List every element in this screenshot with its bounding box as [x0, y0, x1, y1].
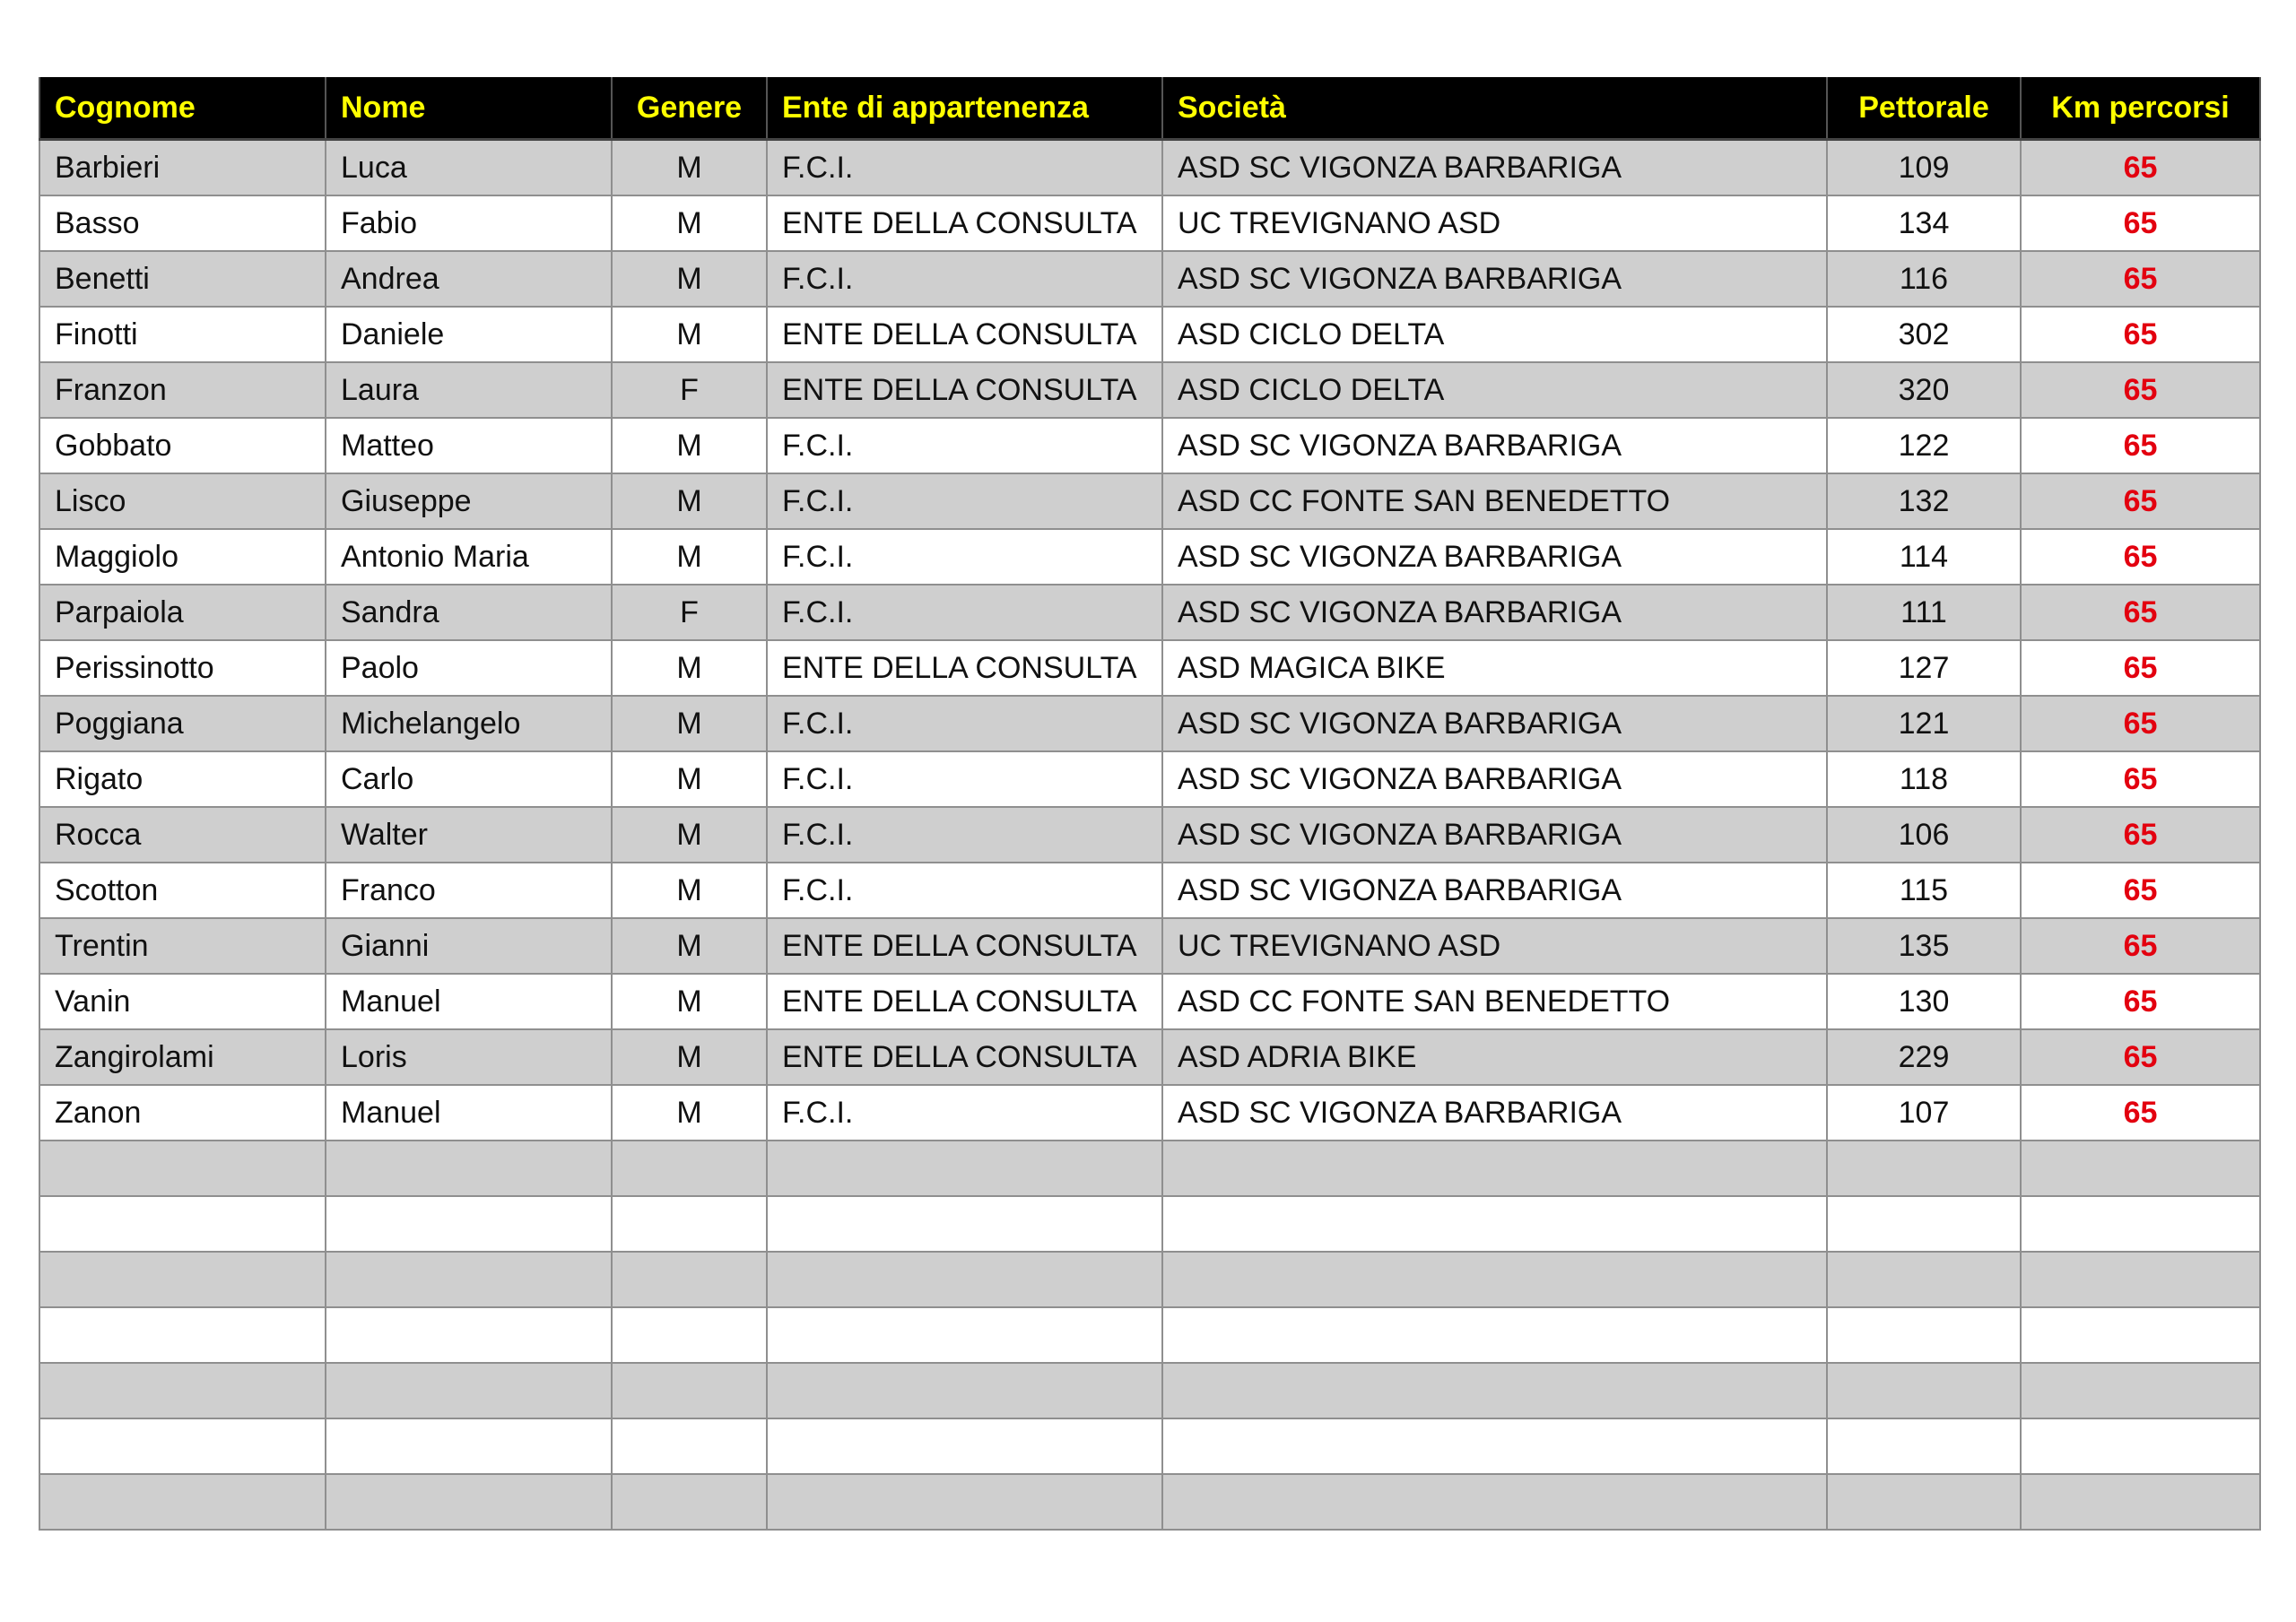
cell-cognome: Maggiolo [39, 529, 326, 585]
cell-pettorale [1827, 1474, 2021, 1530]
cell-pettorale: 135 [1827, 918, 2021, 974]
cell-km [2021, 1474, 2260, 1530]
cell-ente: ENTE DELLA CONSULTA [767, 918, 1162, 974]
cell-cognome: Basso [39, 195, 326, 251]
cell-km: 65 [2021, 585, 2260, 640]
cell-societa: ASD SC VIGONZA BARBARIGA [1162, 696, 1827, 751]
table-row [39, 640, 2260, 696]
cell-ente: F.C.I. [767, 418, 1162, 473]
cell-km [2021, 1363, 2260, 1418]
cell-genere: M [612, 529, 767, 585]
cell-pettorale: 134 [1827, 195, 2021, 251]
cell-cognome: Benetti [39, 251, 326, 307]
table-row [39, 1363, 2260, 1418]
table-row [39, 1141, 2260, 1196]
cell-nome: Laura [326, 362, 612, 418]
cell-nome: Carlo [326, 751, 612, 807]
results-sheet [39, 77, 2259, 1531]
cell-ente: ENTE DELLA CONSULTA [767, 307, 1162, 362]
cell-ente: F.C.I. [767, 473, 1162, 529]
cell-nome: Antonio Maria [326, 529, 612, 585]
cell-km [2021, 1252, 2260, 1307]
cell-km [2021, 1418, 2260, 1474]
cell-societa [1162, 1363, 1827, 1418]
cell-pettorale: 229 [1827, 1029, 2021, 1085]
cell-cognome [39, 1141, 326, 1196]
cell-genere: M [612, 751, 767, 807]
cell-km: 65 [2021, 362, 2260, 418]
cell-km: 65 [2021, 751, 2260, 807]
cell-pettorale: 121 [1827, 696, 2021, 751]
cell-genere [612, 1141, 767, 1196]
cell-nome: Giuseppe [326, 473, 612, 529]
cell-genere: M [612, 696, 767, 751]
cell-ente: ENTE DELLA CONSULTA [767, 640, 1162, 696]
cell-genere [612, 1363, 767, 1418]
cell-cognome: Trentin [39, 918, 326, 974]
cell-cognome: Zangirolami [39, 1029, 326, 1085]
table-row [39, 751, 2260, 807]
cell-km: 65 [2021, 863, 2260, 918]
cell-km: 65 [2021, 1029, 2260, 1085]
cell-nome: Luca [326, 140, 612, 196]
cell-ente: F.C.I. [767, 529, 1162, 585]
cell-societa: ASD SC VIGONZA BARBARIGA [1162, 140, 1827, 196]
cell-societa [1162, 1307, 1827, 1363]
cell-ente: F.C.I. [767, 863, 1162, 918]
cell-km: 65 [2021, 640, 2260, 696]
cell-km: 65 [2021, 807, 2260, 863]
cell-nome: Paolo [326, 640, 612, 696]
cell-cognome: Poggiana [39, 696, 326, 751]
cell-km: 65 [2021, 1085, 2260, 1141]
cell-ente: F.C.I. [767, 140, 1162, 196]
cell-societa: ASD SC VIGONZA BARBARIGA [1162, 585, 1827, 640]
cell-societa: UC TREVIGNANO ASD [1162, 195, 1827, 251]
table-row [39, 918, 2260, 974]
table-row [39, 1252, 2260, 1307]
cell-cognome: Finotti [39, 307, 326, 362]
cell-ente: F.C.I. [767, 696, 1162, 751]
cell-pettorale: 302 [1827, 307, 2021, 362]
cell-pettorale: 118 [1827, 751, 2021, 807]
cell-genere: M [612, 1085, 767, 1141]
cell-nome: Gianni [326, 918, 612, 974]
cell-genere: M [612, 251, 767, 307]
cell-societa: ASD MAGICA BIKE [1162, 640, 1827, 696]
cell-km: 65 [2021, 140, 2260, 196]
cell-pettorale [1827, 1141, 2021, 1196]
cell-societa: ASD SC VIGONZA BARBARIGA [1162, 251, 1827, 307]
participants-table [39, 77, 2261, 1531]
cell-nome [326, 1252, 612, 1307]
cell-pettorale [1827, 1363, 2021, 1418]
cell-pettorale: 127 [1827, 640, 2021, 696]
cell-nome: Manuel [326, 1085, 612, 1141]
cell-nome: Loris [326, 1029, 612, 1085]
cell-nome: Fabio [326, 195, 612, 251]
cell-cognome: Rigato [39, 751, 326, 807]
cell-pettorale: 320 [1827, 362, 2021, 418]
cell-cognome: Perissinotto [39, 640, 326, 696]
cell-societa: ASD CICLO DELTA [1162, 307, 1827, 362]
cell-ente: F.C.I. [767, 585, 1162, 640]
cell-pettorale: 109 [1827, 140, 2021, 196]
cell-km: 65 [2021, 307, 2260, 362]
cell-cognome: Gobbato [39, 418, 326, 473]
header-nome: Nome [326, 77, 612, 140]
cell-nome: Franco [326, 863, 612, 918]
cell-genere: M [612, 140, 767, 196]
cell-cognome: Vanin [39, 974, 326, 1029]
cell-pettorale: 122 [1827, 418, 2021, 473]
cell-pettorale: 114 [1827, 529, 2021, 585]
cell-nome: Andrea [326, 251, 612, 307]
cell-ente: ENTE DELLA CONSULTA [767, 1029, 1162, 1085]
cell-pettorale: 115 [1827, 863, 2021, 918]
cell-cognome: Lisco [39, 473, 326, 529]
cell-genere: M [612, 307, 767, 362]
cell-km: 65 [2021, 918, 2260, 974]
cell-genere: M [612, 807, 767, 863]
cell-genere: M [612, 863, 767, 918]
cell-genere: F [612, 362, 767, 418]
table-row [39, 473, 2260, 529]
cell-cognome: Parpaiola [39, 585, 326, 640]
cell-cognome: Barbieri [39, 140, 326, 196]
cell-ente: F.C.I. [767, 751, 1162, 807]
cell-km: 65 [2021, 195, 2260, 251]
table-row [39, 362, 2260, 418]
cell-societa: ASD CC FONTE SAN BENEDETTO [1162, 473, 1827, 529]
cell-genere: F [612, 585, 767, 640]
cell-cognome: Rocca [39, 807, 326, 863]
cell-ente [767, 1418, 1162, 1474]
cell-pettorale: 107 [1827, 1085, 2021, 1141]
cell-pettorale [1827, 1196, 2021, 1252]
cell-ente: ENTE DELLA CONSULTA [767, 974, 1162, 1029]
cell-genere [612, 1307, 767, 1363]
cell-cognome [39, 1196, 326, 1252]
header-cognome: Cognome [39, 77, 326, 140]
cell-km [2021, 1196, 2260, 1252]
cell-genere: M [612, 640, 767, 696]
cell-genere [612, 1418, 767, 1474]
cell-cognome: Scotton [39, 863, 326, 918]
cell-km: 65 [2021, 529, 2260, 585]
cell-km: 65 [2021, 473, 2260, 529]
cell-km [2021, 1141, 2260, 1196]
cell-societa: ASD SC VIGONZA BARBARIGA [1162, 529, 1827, 585]
cell-cognome [39, 1418, 326, 1474]
table-row [39, 974, 2260, 1029]
table-row [39, 1196, 2260, 1252]
cell-societa: ASD SC VIGONZA BARBARIGA [1162, 1085, 1827, 1141]
header-pettorale: Pettorale [1827, 77, 2021, 140]
cell-cognome [39, 1307, 326, 1363]
cell-societa: ASD SC VIGONZA BARBARIGA [1162, 418, 1827, 473]
cell-nome: Walter [326, 807, 612, 863]
cell-societa: ASD SC VIGONZA BARBARIGA [1162, 863, 1827, 918]
header-ente: Ente di appartenenza [767, 77, 1162, 140]
cell-pettorale: 116 [1827, 251, 2021, 307]
cell-cognome: Franzon [39, 362, 326, 418]
cell-genere: M [612, 918, 767, 974]
header-row [39, 77, 2260, 140]
table-row [39, 195, 2260, 251]
table-row [39, 1307, 2260, 1363]
cell-nome: Michelangelo [326, 696, 612, 751]
cell-ente [767, 1141, 1162, 1196]
cell-km: 65 [2021, 696, 2260, 751]
cell-nome [326, 1307, 612, 1363]
cell-genere: M [612, 195, 767, 251]
table-row [39, 307, 2260, 362]
cell-societa [1162, 1474, 1827, 1530]
table-row [39, 529, 2260, 585]
cell-societa: ASD SC VIGONZA BARBARIGA [1162, 807, 1827, 863]
cell-nome: Matteo [326, 418, 612, 473]
cell-ente [767, 1307, 1162, 1363]
table-row [39, 1029, 2260, 1085]
cell-pettorale: 132 [1827, 473, 2021, 529]
cell-genere: M [612, 473, 767, 529]
cell-ente [767, 1252, 1162, 1307]
cell-ente: F.C.I. [767, 251, 1162, 307]
cell-pettorale [1827, 1307, 2021, 1363]
cell-societa: ASD CICLO DELTA [1162, 362, 1827, 418]
cell-ente: F.C.I. [767, 1085, 1162, 1141]
cell-cognome [39, 1252, 326, 1307]
cell-cognome [39, 1474, 326, 1530]
cell-societa: ASD SC VIGONZA BARBARIGA [1162, 751, 1827, 807]
cell-genere [612, 1474, 767, 1530]
cell-societa: UC TREVIGNANO ASD [1162, 918, 1827, 974]
cell-societa [1162, 1196, 1827, 1252]
cell-km [2021, 1307, 2260, 1363]
cell-km: 65 [2021, 974, 2260, 1029]
cell-genere [612, 1252, 767, 1307]
cell-pettorale: 130 [1827, 974, 2021, 1029]
cell-societa [1162, 1141, 1827, 1196]
cell-ente [767, 1474, 1162, 1530]
table-row [39, 418, 2260, 473]
table-row [39, 696, 2260, 751]
cell-nome [326, 1418, 612, 1474]
cell-genere: M [612, 1029, 767, 1085]
cell-ente: F.C.I. [767, 807, 1162, 863]
table-row [39, 1474, 2260, 1530]
cell-nome [326, 1196, 612, 1252]
header-societa: Società [1162, 77, 1827, 140]
table-body [39, 140, 2260, 1531]
cell-societa: ASD CC FONTE SAN BENEDETTO [1162, 974, 1827, 1029]
cell-genere [612, 1196, 767, 1252]
cell-pettorale [1827, 1418, 2021, 1474]
cell-km: 65 [2021, 418, 2260, 473]
cell-nome: Daniele [326, 307, 612, 362]
cell-societa [1162, 1252, 1827, 1307]
cell-ente: ENTE DELLA CONSULTA [767, 362, 1162, 418]
cell-pettorale: 106 [1827, 807, 2021, 863]
cell-genere: M [612, 418, 767, 473]
cell-nome: Sandra [326, 585, 612, 640]
table-row [39, 807, 2260, 863]
cell-ente: ENTE DELLA CONSULTA [767, 195, 1162, 251]
cell-nome: Manuel [326, 974, 612, 1029]
table-row [39, 1418, 2260, 1474]
cell-cognome: Zanon [39, 1085, 326, 1141]
table-row [39, 140, 2260, 196]
header-km: Km percorsi [2021, 77, 2260, 140]
cell-pettorale: 111 [1827, 585, 2021, 640]
cell-km: 65 [2021, 251, 2260, 307]
cell-nome [326, 1141, 612, 1196]
table-row [39, 1085, 2260, 1141]
cell-societa: ASD ADRIA BIKE [1162, 1029, 1827, 1085]
table-row [39, 863, 2260, 918]
cell-societa [1162, 1418, 1827, 1474]
cell-ente [767, 1196, 1162, 1252]
cell-genere: M [612, 974, 767, 1029]
cell-cognome [39, 1363, 326, 1418]
cell-pettorale [1827, 1252, 2021, 1307]
header-genere: Genere [612, 77, 767, 140]
table-row [39, 585, 2260, 640]
cell-ente [767, 1363, 1162, 1418]
table-row [39, 251, 2260, 307]
cell-nome [326, 1474, 612, 1530]
cell-nome [326, 1363, 612, 1418]
